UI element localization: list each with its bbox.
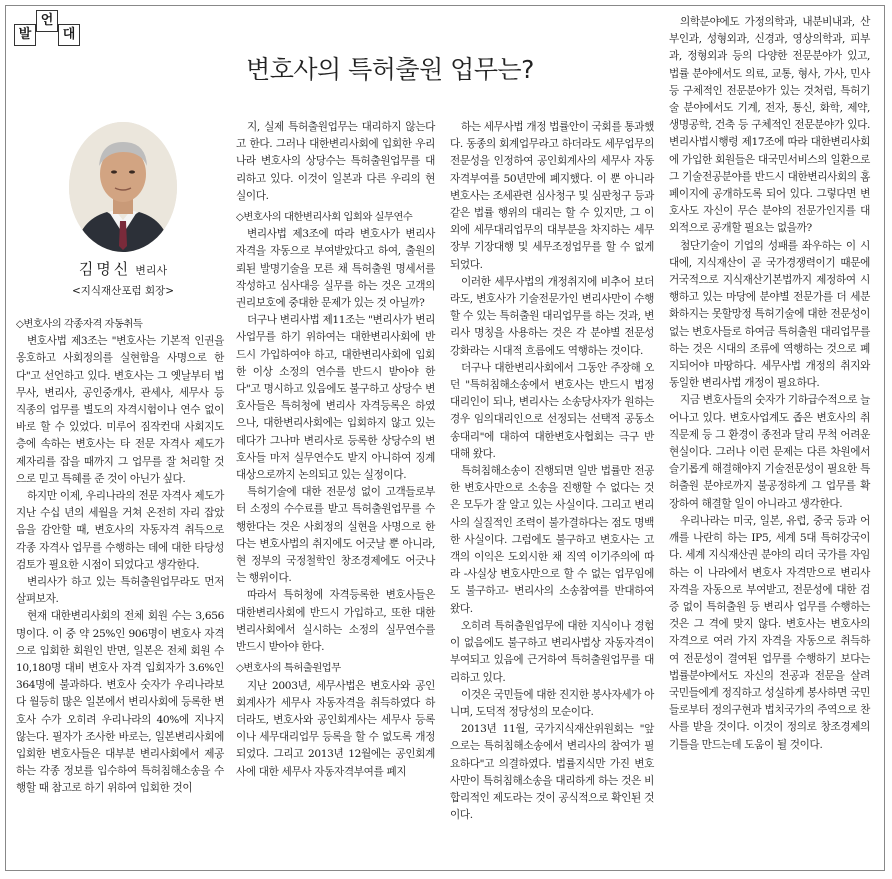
paragraph: 변리사가 하고 있는 특허출원업무라도 먼저 살펴보자. — [16, 576, 224, 606]
paragraph: 하지만 이제, 우리나라의 전문 자격사 제도가 지난 수십 년의 세월을 거쳐 온전히 자리 잡았음을 감안할 때, 변호사의 자동자격 취득으로 각종 자격사 업무를 수행하는 데에 대한 타당성 검토가 필요한 시점이 되었다고 생각한다. — [16, 490, 224, 571]
paragraph: 따라서 특허청에 자격등록한 변호사들은 대한변리사회에 반드시 가입하고, 또한 대한변리사회에서 실시하는 소정의 실무연수를 반드시 받아야 한다. — [236, 589, 435, 654]
paragraph: 더구나 대한변리사회에서 그동안 주장해 오던 "특허침해소송에서 변호사는 반드시 법정대리인이 되나, 변리사는 소송당사자가 원하는 경우 임의대리인으로 선정되는 선택적 공동소송대리"에 대하여 대한변호사협회는 극구 반대해 왔다. — [450, 361, 654, 460]
paragraph: 오히려 특허출원업무에 대한 지식이나 경험이 없음에도 불구하고 변리사법상 자동자격이 부여되고 있음에 근거하여 특허출원업무를 대리하고 있다. — [450, 619, 654, 684]
paragraph: 변호사법 제3조는 "변호사는 기본적 인권을 옹호하고 사회정의를 실현함을 사명으로 한다"고 선언하고 있다. 변호사는 그 옛날부터 법무사, 변리사, 공인중개사, 관세사, 세무사 등 직종의 업무를 별도의 자격시험이나 연수 없이 바로 할 수 있었다. 미루어 짐작컨대 사회지도층에 속하는 변호사는 타 전문 자격사 제도가 제자리를 잡을 때까지 그 업무를 잘 처리할 것으로 믿고 특혜를 준 것이 아닌가 싶다. — [16, 335, 224, 485]
paragraph: 이러한 세무사법의 개정취지에 비추어 보더라도, 변호사가 기술전문가인 변리사만이 수행할 수 있는 특허출원 대리업무를 하는 것과, 변리사 명칭을 사용하는 것은 각 분야별 전문성 강화라는 시대적 흐름에도 역행하는 것이다. — [450, 275, 654, 357]
headline: 변호사의 특허출원 업무는? — [246, 55, 534, 84]
article-column-4 — [669, 14, 870, 754]
paragraph: 변리사법 제3조에 따라 변호사가 변리사 자격을 자동으로 부여받았다고 하여, 출원의뢰된 발명기술을 모른 채 특허출원 명세서를 작성하고 심사대응 실무를 하는 것은 고객의 권리보호에 중대한 문제가 있는 것 아닐까? — [236, 228, 435, 310]
paragraph: 지, 실제 특허출원업무는 대리하지 않는다고 한다. 그러나 대한변리사회에 입회한 우리나라 변호사의 상당수는 특허출원업무를 대리하고 있다. 이것이 일본과 다른 우리의 현실이다. — [236, 121, 435, 202]
paragraph: 지난 2003년, 세무사법은 변호사와 공인회계사가 세무사 자동자격을 취득하였다 하더라도, 변호사와 공인회계사는 세무사 등록이나 세무대리업무 등록을 할 수 없도록 개정되었다. 그리고 2013년 12월에는 공인회계사에 대한 세무사 자동자격부여를 폐지 — [236, 679, 435, 778]
paragraph: 하는 세무사법 개정 법률안이 국회를 통과했다. 동종의 회계업무라고 하더라도 세무업무의 전문성을 인정하여 공인회계사의 세무사 자동자격부여를 50년만에 폐지했다. 이 뿐 아니라 변호사는 조세관련 심사청구 및 심판청구 등과 같은 법률 행위의 대리는 할 수 있지만, 그 이외에 세무대리업무의 대부분을 차지하는 세무장부 기장대행 및 세무조정업무를 할 수 없게 되었다. — [450, 121, 654, 271]
paragraph: 특허침해소송이 진행되면 일반 법률만 전공한 변호사만으로 소송을 진행할 수 없다는 것은 모두가 잘 알고 있는 사실이다. 그리고 변리사의 실질적인 조력이 불가결하다는 점도 명백한 사실이다. 그럼에도 불구하고 변호사는 고객의 이익은 도외시한 채 직역 이기주의에 따라 -사실상 변호사만으로 할 수 없는 업무임에도 불구하고- 변리사의 소송참여를 반대하여 왔다. — [450, 465, 654, 615]
paragraph: 지금 변호사들의 숫자가 기하급수적으로 늘어나고 있다. 변호사업계도 좁은 변호사의 취직문제 등 그 환경이 종전과 달리 무척 어려운 현실이다. 그러나 이런 문제는 다른 차원에서 슬기롭게 해결해야지 기술전문성이 필요한 특허출원 분야로까지 불공정하게 그 업무를 확장하여 해결할 일이 아니라고 생각한다. — [669, 394, 870, 510]
article-column-1 — [16, 312, 224, 798]
author-title: 변리사 — [135, 264, 168, 277]
paragraph: 이것은 국민들에 대한 진지한 봉사자세가 아니며, 도덕적 정당성의 모순이다. — [450, 688, 654, 718]
badge-char: 대 — [58, 24, 80, 46]
section-subheading: ◇변호사의 각종자격 자동취득 — [16, 318, 143, 330]
paragraph: 우리나라는 미국, 일본, 유럽, 중국 등과 어깨를 나란히 하는 IP5, 세계 5대 특허강국이다. 세계 지식재산권 분야의 리더 국가를 자임하는 이 나라에서 변호사 자격만으로 변리사 자격을 자동으로 부여받고, 전문성에 대한 검증 없이 특허출원 등 변리사 업무를 수행하는 것은 그 격에 맞지 않다. 변호사는 변호사의 자격으로 여러 가지 자격을 자동으로 취득하여 전문성이 결여된 업무를 수행하기 보다는 법률분야에서도 자신의 전공과 전문을 살려 국민들에게 정직하고 성실하게 봉사하면 국민들로부터 정의구현과 법치국가의 주역으로 찬사를 받을 것이다. 이것이 정의로 창조경제의 기틀을 만드는데 도움이 될 것이다. — [669, 514, 870, 751]
author-photo — [69, 122, 177, 252]
article-column-2 — [236, 119, 435, 781]
paragraph: 더구나 변리사법 제11조는 "변리사가 변리사업무를 하기 위하여는 대한변리사회에 반드시 가입하여야 하고, 대한변리사회에 입회한 이상 소정의 연수를 반드시 받아야 한다"고 명시하고 있음에도 불구하고 상당수 변호사들은 특허청에 변리사 자격등록은 하였으나, 대한변리사회에는 입회하지 않고 있는데다가 그나마 변리사로 등록한 상당수의 변호사들 마저 실무연수도 받지 아니하여 징계대상으로까지 논의되고 있는 실정이다. — [236, 314, 435, 482]
article-column-3 — [450, 119, 654, 824]
paragraph: 첨단기술이 기업의 성패를 좌우하는 이 시대에, 지식재산이 곧 국가경쟁력이기 때문에 거국적으로 지식재산기본법까지 제정하여 시행하고 있는 마당에 분야별 전문가를 더 세분화하지는 못할망정 특허기술에 대한 전문성이 없는 변호사들로 하여금 특허출원 대리업무를 하는 것은 시대의 조류에 역행하는 것으로 폐지되어야 마땅하다. 세무사법 개정의 취지와 동일한 변리사법 개정이 필요하다. — [669, 239, 870, 390]
badge-char: 발 — [14, 24, 36, 46]
paragraph: 2013년 11월, 국가지식재산위원회는 "앞으로는 특허침해소송에서 변리사의 참여가 필요하다"고 의결하였다. 법률지식만 가진 변호사만이 특허침해소송을 대리하게 하는 것은 비합리적인 제도라는 것이 공식적으로 확인된 것이다. — [450, 723, 654, 822]
author-org: <지식재산포럼 회장> — [71, 285, 175, 297]
paragraph: 현재 대한변리사회의 전체 회원 수는 3,656명이다. 이 중 약 25%인 906명이 변호사 자격으로 입회한 회원인 반면, 일본은 전체 회원 수 10,180명 대비 변호사 자격 입회자가 3.6%인 364명에 불과하다. 변호사 숫자가 우리나라보다 월등히 많은 일본에서 변리사회에 등록한 변호사 수가 오히려 우리나라의 40%에 지나지 않는다. 필자가 조사한 바로는, 일본변리사회에 입회한 변호사들은 대부분 변리사회에서 제공하는 각종 정보를 입수하여 특허침해소송을 수행할 때 참고로 하기 위하여 입회한 것이 — [16, 610, 224, 795]
author-byline — [12, 258, 234, 298]
author-name: 김명신 — [78, 260, 132, 278]
badge-char: 언 — [36, 10, 58, 32]
paragraph: 의학분야에도 가정의학과, 내분비내과, 산부인과, 성형외과, 신경과, 영상의학과, 피부과, 정형외과 등의 다양한 전문분야가 있고, 법률 분야에서도 의료, 교통, 형사, 가사, 민사 등 구체적인 전문분야가 있는 것처럼, 특허기술 분야에서도 기계, 전자, 통신, 화학, 제약, 생명공학, 건축 등 구체적인 전문분야가 있다. 변리사법시행령 제17조에 따라 대한변리사회에 가입한 회원들은 대국민서비스의 일환으로 그 기술전공분야를 반드시 대한변리사회의 홈페이지에 공개하도록 되어 있다. 그렇다면 변호사도 자신이 무슨 분야의 전문가인지를 대외적으로 공개할 필요는 없을까? — [669, 16, 870, 235]
paragraph: 특허기술에 대한 전문성 없이 고객들로부터 소정의 수수료를 받고 특허출원업무를 수행한다는 것은 사회정의 실현을 사명으로 한다는 변호사법의 취지에도 어긋날 뿐 아니라, 현 정부의 국정철학인 창조경제에도 어긋나는 행위이다. — [236, 486, 435, 585]
section-subheading: ◇변호사의 대한변리사회 입회와 실무연수 — [236, 211, 413, 224]
section-subheading: ◇변호사의 특허출원업무 — [236, 662, 341, 675]
